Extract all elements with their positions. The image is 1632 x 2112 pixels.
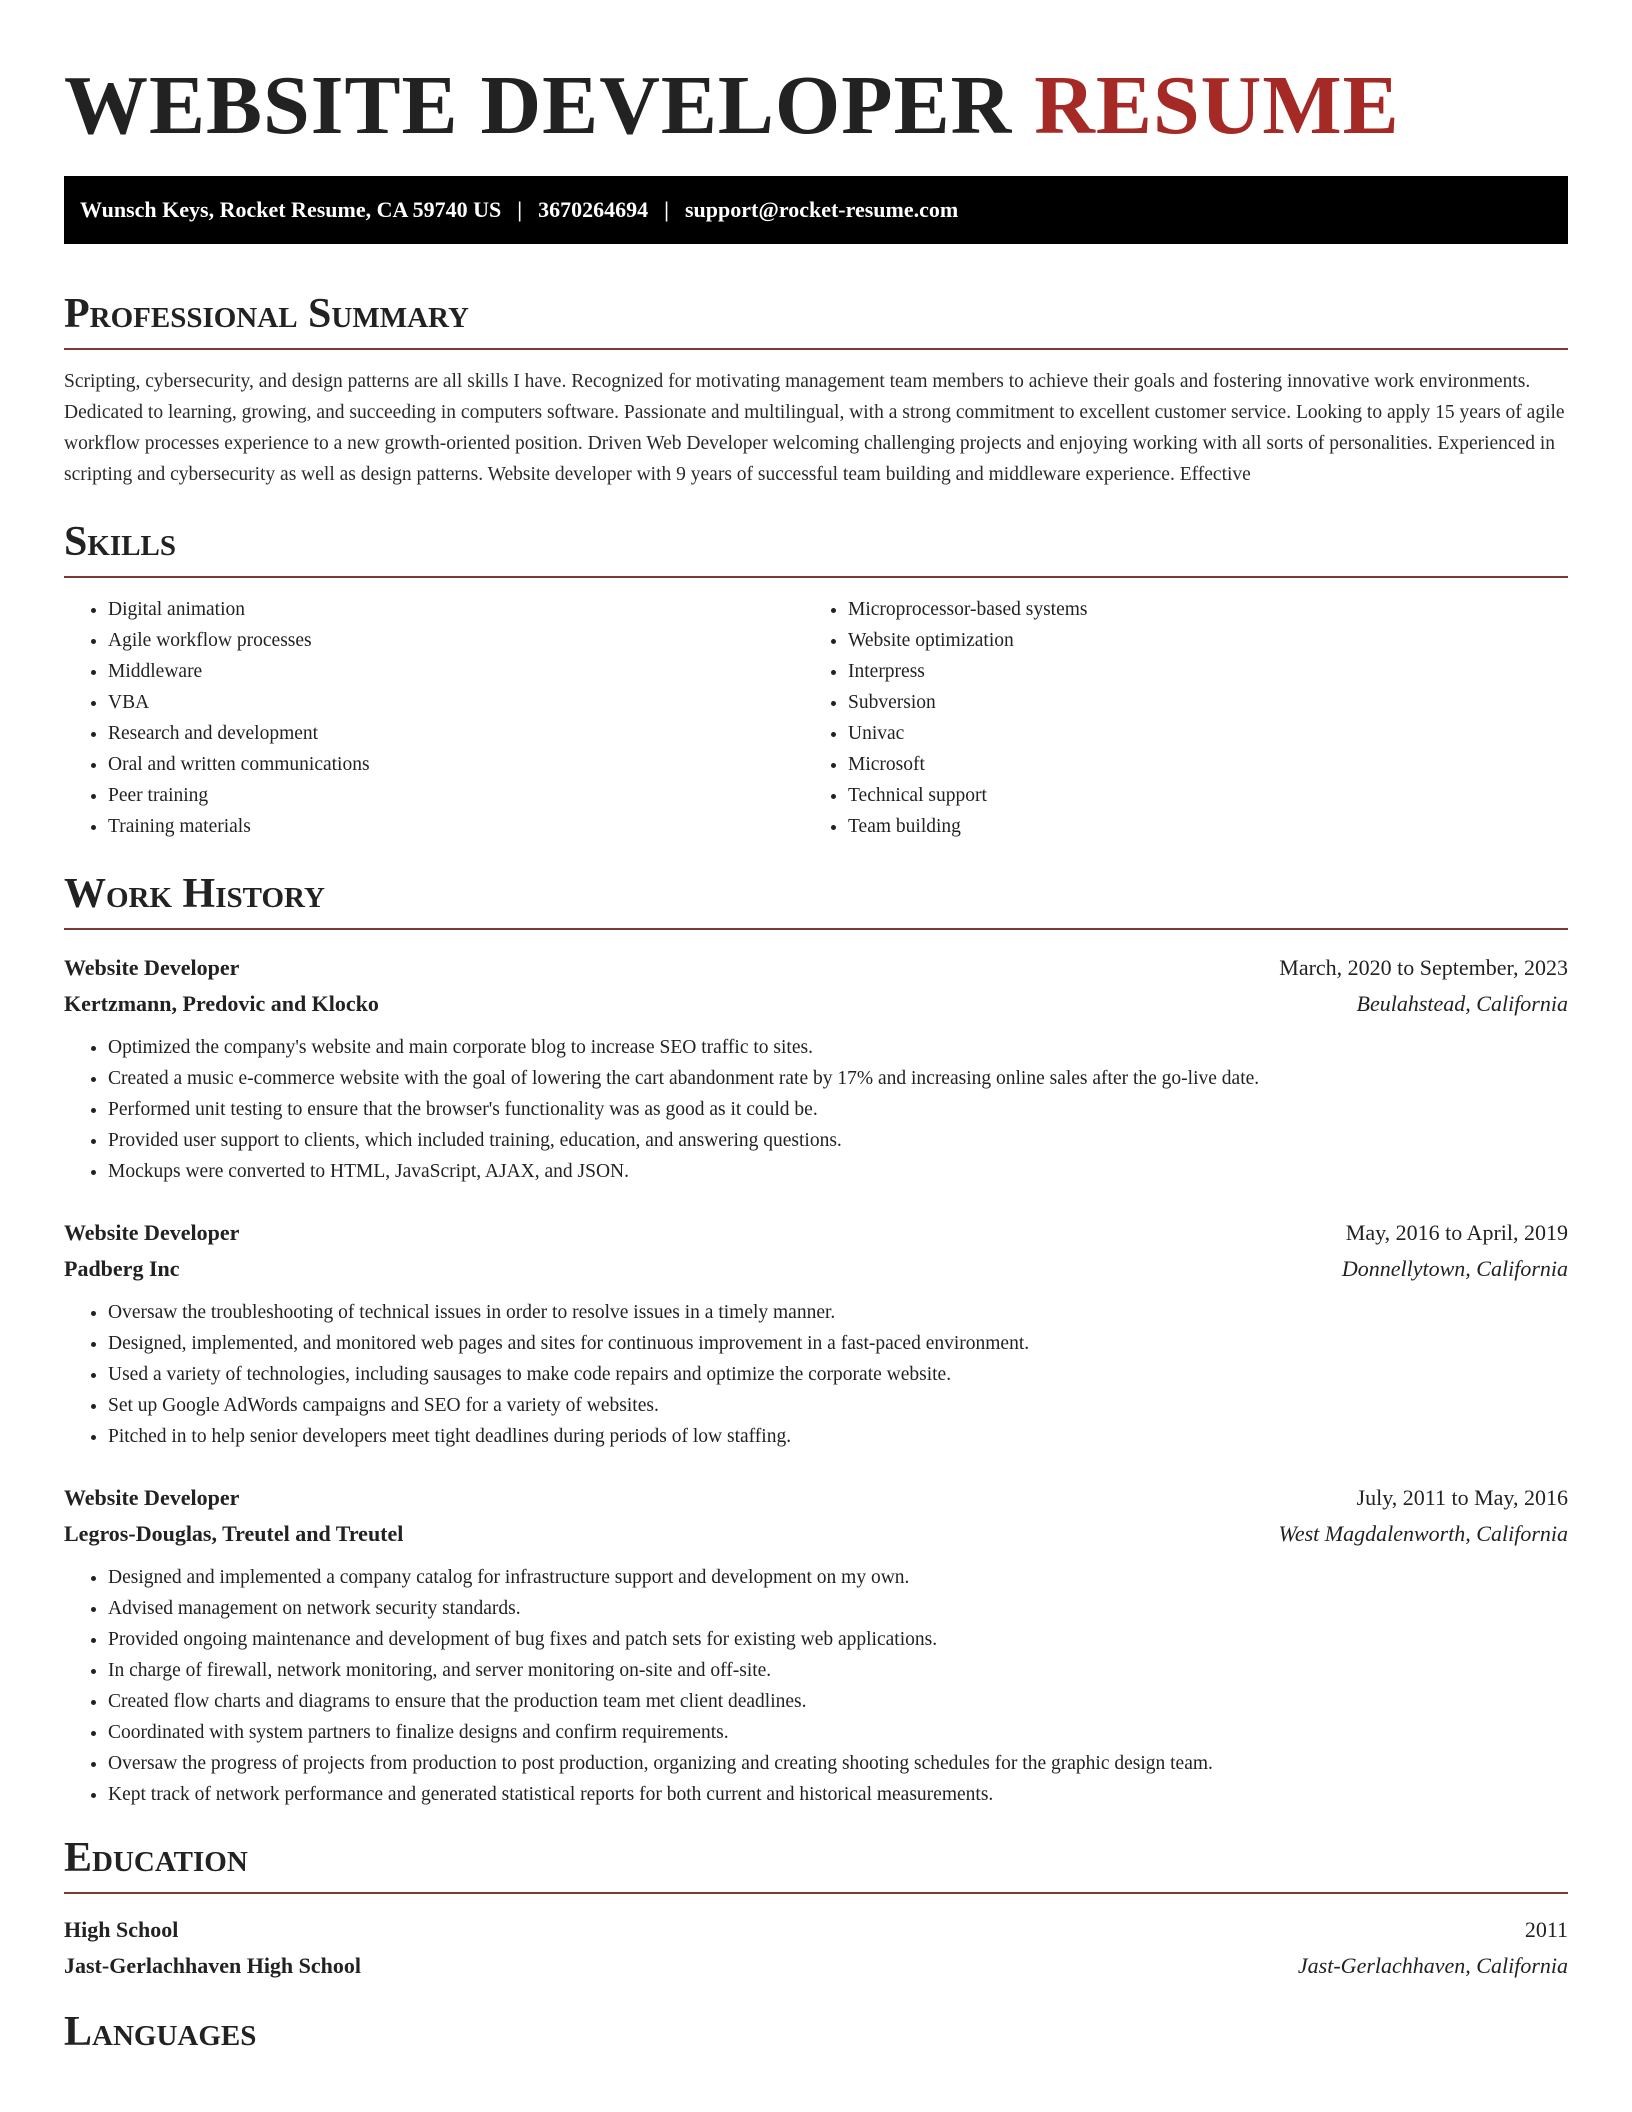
duty-item: • Kept track of network performance and generated statistical reports for both current and historical measurements. — [108, 1779, 1568, 1810]
duty-item: • Oversaw the troubleshooting of technical issues in order to resolve issues in a timely manner. — [108, 1297, 1568, 1328]
contact-separator: | — [517, 197, 523, 222]
education-heading: Education — [64, 1832, 1568, 1894]
duty-item: • Provided user support to clients, which included training, education, and answering questions. — [108, 1125, 1568, 1156]
title-main: WEBSITE DEVELOPER — [64, 59, 1013, 152]
skill-item: • Univac — [848, 718, 1544, 749]
job-location: West Magdalenworth, California — [1278, 1521, 1568, 1546]
skills-heading: Skills — [64, 516, 1568, 578]
education-location: Jast-Gerlachhaven, California — [1297, 1953, 1568, 1978]
job-entry — [64, 950, 1568, 1187]
contact-email: support@rocket-resume.com — [685, 197, 959, 222]
duty-item: • Set up Google AdWords campaigns and SEO for a variety of websites. — [108, 1390, 1568, 1421]
skill-item: • Website optimization — [848, 625, 1544, 656]
job-company-row — [64, 1516, 1568, 1552]
skill-item: • Microprocessor-based systems — [848, 594, 1544, 625]
job-entry — [64, 1480, 1568, 1810]
resume-title — [64, 0, 1568, 156]
education-entry — [64, 1912, 1568, 1984]
education-year: 2011 — [1524, 1917, 1568, 1942]
resume-page — [64, 0, 1568, 2066]
job-duties — [64, 1297, 1568, 1452]
skills-right-list — [804, 594, 1544, 842]
job-title-row — [64, 950, 1568, 986]
job-dates: May, 2016 to April, 2019 — [1345, 1220, 1568, 1245]
skill-item: • Microsoft — [848, 749, 1544, 780]
skill-item: • Middleware — [108, 656, 804, 687]
job-duties — [64, 1032, 1568, 1187]
summary-text: Scripting, cybersecurity, and design patterns are all skills I have. Recognized for motivating management team members to achieve their goals and fostering innovative work environments. Dedicated to learning, growing, and succeeding in computers software. Passionate and multilingual, with a strong commitment to excellent customer service. Looking to apply 15 years of agile workflow processes experience to a new growth-oriented position. Driven Web Developer welcoming challenging projects and enjoying working with all sorts of personalities. Experienced in scripting and cybersecurity as well as design patterns. Website developer with 9 years of successful team building and middleware experience. Effective — [64, 371, 1565, 485]
title-accent: RESUME — [1034, 59, 1400, 152]
skill-item: • Research and development — [108, 718, 804, 749]
job-location: Donnellytown, California — [1341, 1256, 1568, 1281]
duty-item: • Advised management on network security standards. — [108, 1593, 1568, 1624]
job-title: Website Developer — [64, 955, 240, 980]
duty-item: • Used a variety of technologies, including sausages to make code repairs and optimize the corporate website. — [108, 1359, 1568, 1390]
duty-item: • Created flow charts and diagrams to ensure that the production team met client deadlines. — [108, 1686, 1568, 1717]
contact-bar — [64, 176, 1568, 244]
work-history-heading: Work History — [64, 868, 1568, 930]
duty-item: • Provided ongoing maintenance and development of bug fixes and patch sets for existing web applications. — [108, 1624, 1568, 1655]
job-entry — [64, 1215, 1568, 1452]
education-school: Jast-Gerlachhaven High School — [64, 1953, 362, 1978]
job-company: Legros-Douglas, Treutel and Treutel — [64, 1521, 404, 1546]
skill-item: • Peer training — [108, 780, 804, 811]
duty-item: • Optimized the company's website and main corporate blog to increase SEO traffic to sites. — [108, 1032, 1568, 1063]
job-company-row — [64, 986, 1568, 1022]
skill-item: • Agile workflow processes — [108, 625, 804, 656]
education-degree: High School — [64, 1917, 179, 1942]
skill-item: • Training materials — [108, 811, 804, 842]
duty-item: • Oversaw the progress of projects from production to post production, organizing and creating shooting schedules for the graphic design team. — [108, 1748, 1568, 1779]
duty-item: • Performed unit testing to ensure that the browser's functionality was as good as it could be. — [108, 1094, 1568, 1125]
contact-address: Wunsch Keys, Rocket Resume, CA 59740 US — [80, 197, 502, 222]
skill-item: • Technical support — [848, 780, 1544, 811]
contact-phone: 3670264694 — [538, 197, 649, 222]
job-location: Beulahstead, California — [1356, 991, 1568, 1016]
duty-item: • Designed and implemented a company catalog for infrastructure support and development on my own. — [108, 1562, 1568, 1593]
duty-item: • Pitched in to help senior developers meet tight deadlines during periods of low staffing. — [108, 1421, 1568, 1452]
skill-item: • Oral and written communications — [108, 749, 804, 780]
skill-item: • Team building — [848, 811, 1544, 842]
skill-item: • Subversion — [848, 687, 1544, 718]
duty-item: • Mockups were converted to HTML, JavaScript, AJAX, and JSON. — [108, 1156, 1568, 1187]
job-title-row — [64, 1215, 1568, 1251]
duty-item: • Designed, implemented, and monitored web pages and sites for continuous improvement in a fast-paced environment. — [108, 1328, 1568, 1359]
education-degree-row — [64, 1912, 1568, 1948]
languages-heading: Languages — [64, 2009, 257, 2055]
skill-item: • VBA — [108, 687, 804, 718]
job-dates: March, 2020 to September, 2023 — [1279, 955, 1568, 980]
duty-item: • Created a music e-commerce website with the goal of lowering the cart abandonment rate by 17% and increasing online sales after the go-live date. — [108, 1063, 1568, 1094]
job-company-row — [64, 1251, 1568, 1287]
job-duties — [64, 1562, 1568, 1810]
job-company: Padberg Inc — [64, 1256, 180, 1281]
skill-item: • Digital animation — [108, 594, 804, 625]
education-school-row — [64, 1948, 1568, 1984]
duty-item: • Coordinated with system partners to finalize designs and confirm requirements. — [108, 1717, 1568, 1748]
skills-columns — [64, 594, 1568, 842]
job-company: Kertzmann, Predovic and Klocko — [64, 991, 379, 1016]
job-title: Website Developer — [64, 1220, 240, 1245]
job-title-row — [64, 1480, 1568, 1516]
contact-separator: | — [664, 197, 669, 222]
job-title: Website Developer — [64, 1485, 240, 1510]
duty-item: • In charge of firewall, network monitoring, and server monitoring on-site and off-site. — [108, 1655, 1568, 1686]
skills-left-list — [64, 594, 804, 842]
skill-item: • Interpress — [848, 656, 1544, 687]
summary-heading: Professional Summary — [64, 288, 1568, 350]
job-dates: July, 2011 to May, 2016 — [1356, 1485, 1568, 1510]
